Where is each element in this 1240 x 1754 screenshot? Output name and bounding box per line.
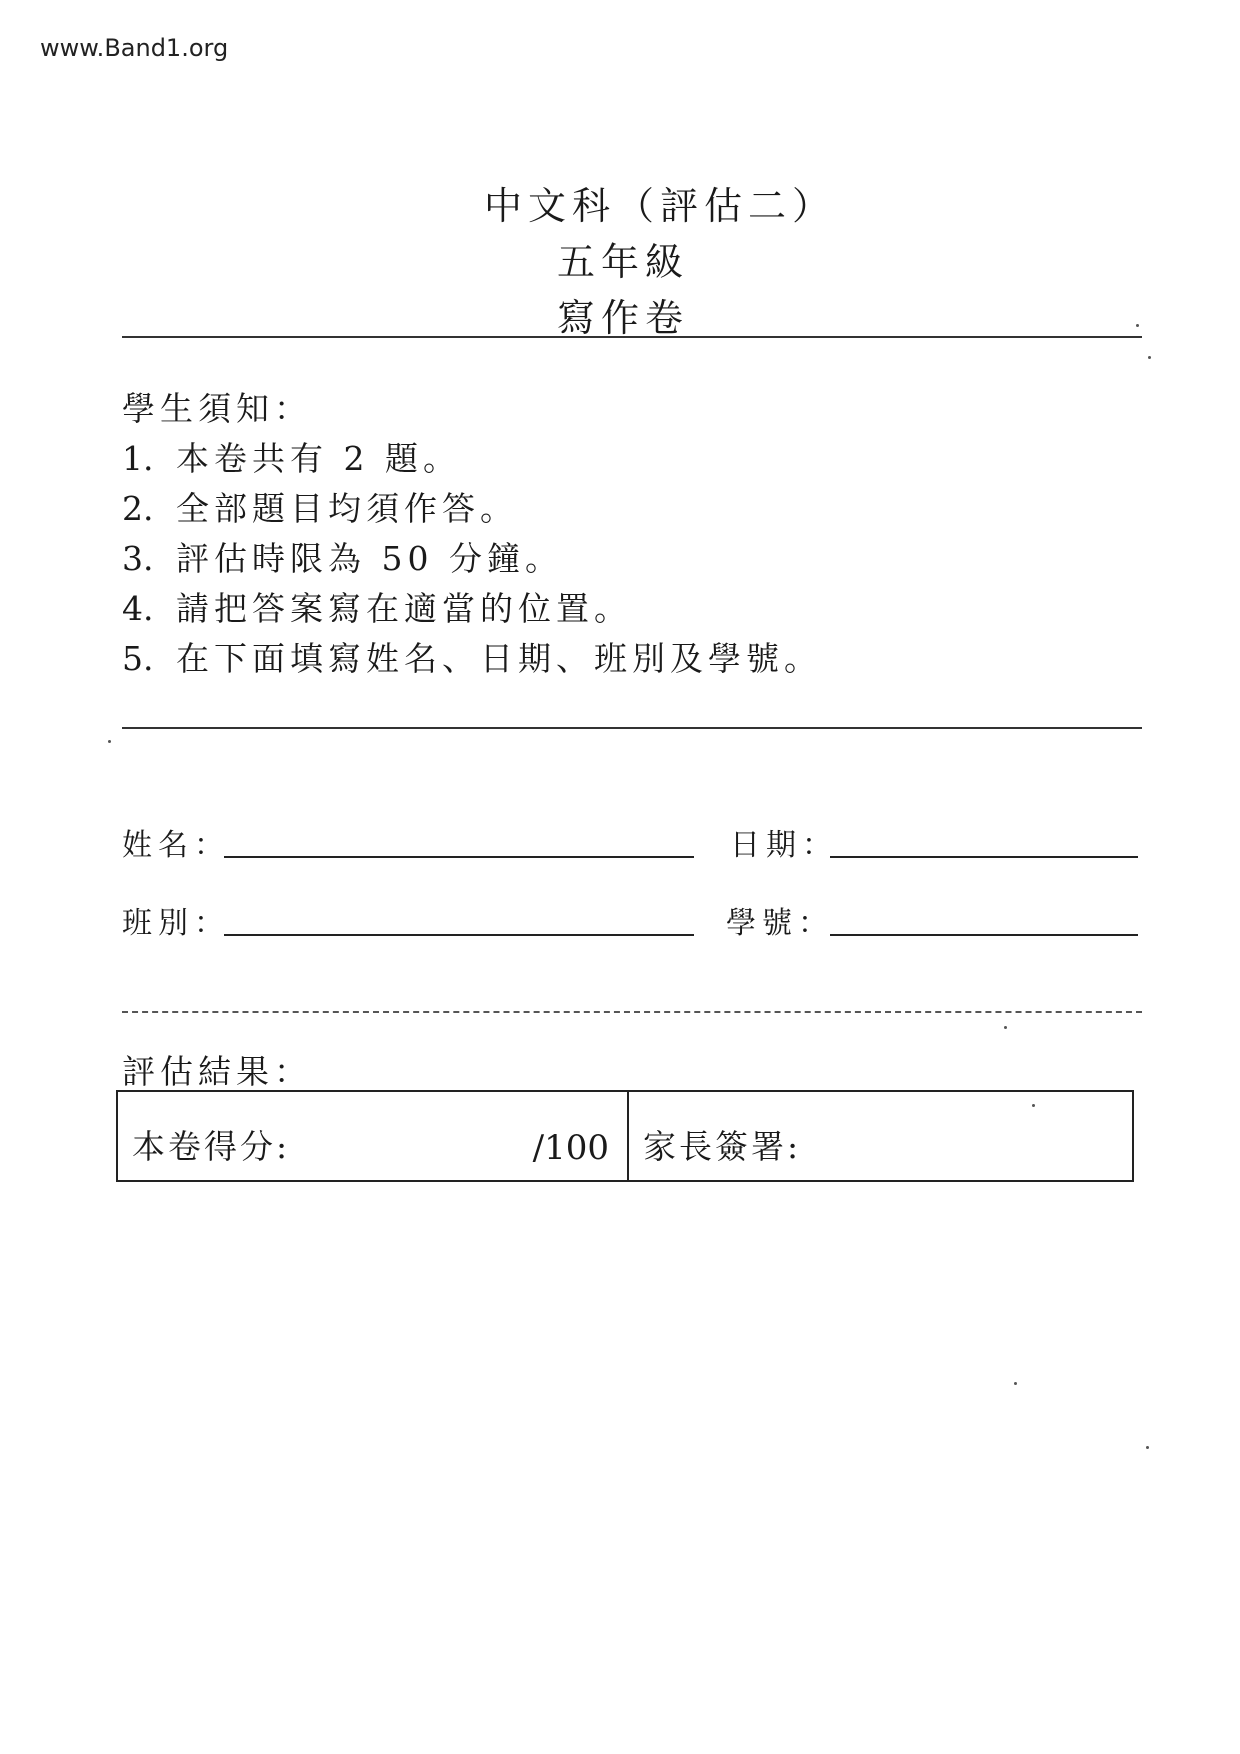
student-number-blank[interactable] [830, 934, 1138, 936]
item-text: 請把答案寫在適當的位置。 [176, 589, 632, 628]
watermark: www.Band1.org [40, 34, 229, 62]
name-blank[interactable] [224, 856, 694, 858]
score-label: 本卷得分: [132, 1127, 291, 1166]
scan-speck [108, 740, 111, 743]
grade-title: 五年級 [556, 240, 689, 284]
scan-speck [1148, 356, 1151, 359]
date-blank[interactable] [830, 856, 1138, 858]
signature-cell [629, 1092, 1132, 1180]
scan-speck [1136, 324, 1139, 327]
top-divider [122, 336, 1142, 338]
title-block [0, 178, 1240, 346]
item-number: 3. [122, 539, 154, 578]
dashed-divider [122, 1011, 1142, 1013]
signature-label: 家長簽署: [643, 1127, 802, 1166]
result-table [116, 1090, 1134, 1182]
item-number: 5. [122, 639, 154, 678]
item-text: 全部題目均須作答。 [176, 489, 518, 528]
paper-title: 寫作卷 [556, 296, 689, 340]
notes-heading: 學生須知： [122, 389, 312, 428]
list-item [122, 584, 822, 634]
name-field [122, 820, 230, 864]
item-number: 2. [122, 489, 154, 528]
scan-speck [1004, 1026, 1007, 1029]
name-label: 姓名： [122, 828, 230, 863]
score-cell [118, 1092, 629, 1180]
result-heading: 評估結果： [122, 1052, 312, 1091]
scan-speck [1014, 1382, 1017, 1385]
item-text: 評估時限為 50 分鐘。 [176, 539, 563, 578]
middle-divider [122, 727, 1142, 729]
scan-speck [1146, 1446, 1149, 1449]
class-field [122, 898, 230, 942]
scan-speck [1032, 1104, 1035, 1107]
item-number: 4. [122, 589, 154, 628]
date-label: 日期： [730, 828, 838, 863]
list-item [122, 634, 822, 684]
list-item [122, 434, 822, 484]
list-item [122, 534, 822, 584]
item-text: 本卷共有 2 題。 [176, 439, 461, 478]
student-number-label: 學號： [726, 906, 834, 941]
class-blank[interactable] [224, 934, 694, 936]
item-number: 1. [122, 439, 154, 478]
score-total: /100 [532, 1128, 609, 1168]
item-text: 在下面填寫姓名、日期、班別及學號。 [176, 639, 822, 678]
date-field [730, 820, 838, 864]
class-label: 班別： [122, 906, 230, 941]
subject-title: 中文科（評估二） [483, 184, 836, 228]
list-item [122, 484, 822, 534]
student-number-field [726, 898, 834, 942]
notes-list [122, 434, 822, 684]
student-notes [122, 384, 822, 684]
